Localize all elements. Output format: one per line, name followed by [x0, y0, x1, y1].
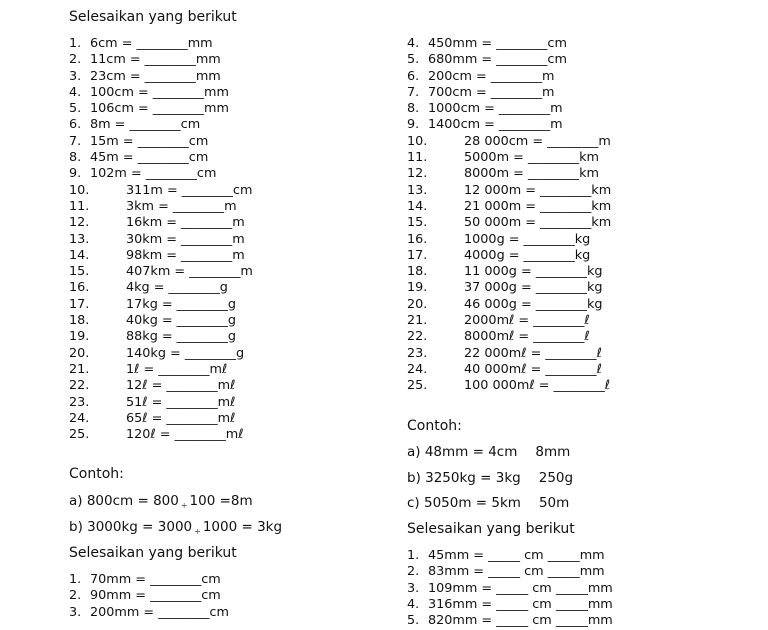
- item-number: 17.: [69, 296, 90, 312]
- exercise-item: [407, 313, 611, 329]
- item-question: 70mm = ________cm: [90, 572, 221, 587]
- exercise-item: [407, 134, 611, 150]
- item-question: 37 000g = ________kg: [464, 280, 603, 296]
- item-question: 3km = ________m: [126, 198, 237, 214]
- exercise-item: [407, 613, 613, 629]
- exercise-item: [69, 280, 253, 296]
- exercise-item: [69, 313, 253, 329]
- exercise-item: [407, 264, 611, 280]
- item-question: 40 000mℓ = ________ℓ: [464, 361, 602, 377]
- example-a: [69, 493, 253, 510]
- item-number: 2.: [407, 564, 420, 580]
- item-question: 28 000cm = ________m: [464, 133, 611, 149]
- item-question: 46 000g = ________kg: [464, 296, 603, 312]
- item-question: 2000mℓ = ________ℓ: [464, 313, 590, 329]
- item-question: 83mm = _____ cm _____mm: [428, 564, 605, 580]
- item-question: 6cm = ________mm: [90, 36, 213, 51]
- exercise-item: [69, 395, 253, 411]
- item-number: 5.: [69, 101, 82, 117]
- item-number: 10.: [69, 182, 90, 198]
- item-number: 3.: [407, 580, 420, 596]
- item-number: 4.: [69, 84, 82, 100]
- item-number: 8.: [69, 150, 82, 166]
- item-question: 311m = ________cm: [126, 182, 253, 198]
- item-number: 6.: [69, 117, 82, 133]
- item-number: 11.: [69, 198, 90, 214]
- exercise-item: [69, 346, 253, 362]
- exercise-item: [407, 597, 613, 613]
- divide-sign: ÷: [180, 501, 188, 510]
- exercise-item: [69, 117, 253, 133]
- item-number: 14.: [69, 247, 90, 263]
- item-number: 20.: [407, 296, 428, 312]
- item-question: 65ℓ = ________mℓ: [126, 410, 236, 426]
- exercise-item: [407, 150, 611, 166]
- item-number: 22.: [69, 378, 90, 394]
- example-b-rhs: 1000 = 3kg: [202, 519, 283, 535]
- item-question: 140kg = ________g: [126, 345, 245, 361]
- item-question: 8000m = ________km: [464, 166, 599, 182]
- item-question: 11cm = ________mm: [90, 52, 221, 68]
- item-number: 3.: [69, 68, 82, 84]
- item-number: 14.: [407, 198, 428, 214]
- exercise-item: [407, 581, 613, 597]
- exercise-item: [69, 215, 253, 231]
- exercise-item: [69, 297, 253, 313]
- exercise-item: [69, 199, 253, 215]
- item-question: 90mm = ________cm: [90, 588, 221, 604]
- exercise-item: [407, 346, 611, 362]
- item-number: 7.: [69, 133, 82, 149]
- item-number: 5.: [407, 613, 420, 629]
- item-question: 12ℓ = ________mℓ: [126, 378, 236, 394]
- exercise-item: [407, 117, 611, 133]
- item-question: 22 000mℓ = ________ℓ: [464, 345, 602, 361]
- exercise-item: [69, 264, 253, 280]
- item-number: 3.: [69, 604, 82, 620]
- item-question: 4kg = ________g: [126, 280, 228, 296]
- exercise-list-metric-conversion: [69, 36, 253, 443]
- exercise-item: [407, 85, 611, 101]
- item-number: 9.: [69, 166, 82, 182]
- example-b: [69, 519, 282, 536]
- item-question: 1400cm = ________m: [428, 117, 563, 133]
- example-a-rhs: 100 =8m: [189, 493, 253, 509]
- example-c-tail: 50m: [538, 495, 570, 511]
- exercise-item: [69, 183, 253, 199]
- exercise-item: [407, 329, 611, 345]
- exercise-item: [69, 378, 253, 394]
- item-question: 200cm = ________m: [428, 68, 555, 84]
- item-number: 2.: [69, 588, 82, 604]
- example-a-lhs: a) 800cm = 800: [69, 493, 179, 509]
- exercise-item: [69, 85, 253, 101]
- item-question: 820mm = _____ cm _____mm: [428, 613, 613, 629]
- item-number: 21.: [69, 361, 90, 377]
- item-question: 45mm = _____ cm _____mm: [428, 548, 605, 563]
- item-number: 20.: [69, 345, 90, 361]
- exercise-item: [407, 297, 611, 313]
- item-number: 19.: [407, 280, 428, 296]
- item-number: 10.: [407, 133, 428, 149]
- exercise-item: [69, 329, 253, 345]
- item-question: 316mm = _____ cm _____mm: [428, 596, 613, 612]
- exercise-item: [407, 215, 611, 231]
- example-b: [407, 470, 573, 486]
- item-number: 22.: [407, 329, 428, 345]
- item-question: 15m = ________cm: [90, 133, 209, 149]
- item-number: 23.: [407, 345, 428, 361]
- exercise-list-metric-conversion-continued: [407, 36, 611, 395]
- item-number: 2.: [69, 52, 82, 68]
- divide-sign: ÷: [194, 527, 201, 536]
- item-number: 11.: [407, 150, 428, 166]
- item-question: 1000cm = ________m: [428, 101, 563, 117]
- item-question: 98km = ________m: [126, 247, 245, 263]
- example-a-text: a) 48mm = 4cm: [407, 444, 518, 460]
- item-question: 450mm = ________cm: [428, 36, 567, 51]
- exercise-list-mm-to-cm: [69, 572, 229, 621]
- item-number: 9.: [407, 117, 420, 133]
- exercise-item: [407, 166, 611, 182]
- exercise-item: [69, 411, 253, 427]
- exercise-item: [69, 36, 253, 52]
- item-number: 1.: [407, 548, 420, 563]
- exercise-item: [69, 572, 229, 588]
- item-question: 21 000m = ________km: [464, 198, 612, 214]
- example-b-text: b) 3250kg = 3kg: [407, 470, 521, 486]
- item-question: 8m = ________cm: [90, 117, 201, 133]
- item-question: 109mm = _____ cm _____mm: [428, 580, 613, 596]
- item-number: 25.: [407, 378, 428, 394]
- item-number: 1.: [69, 572, 82, 587]
- exercise-item: [407, 362, 611, 378]
- item-number: 21.: [407, 313, 428, 329]
- exercise-item: [69, 150, 253, 166]
- item-number: 16.: [407, 231, 428, 247]
- item-question: 11 000g = ________kg: [464, 264, 603, 280]
- example-heading: Contoh:: [407, 418, 462, 434]
- item-question: 680mm = ________cm: [428, 52, 567, 68]
- item-question: 4000g = ________kg: [464, 247, 591, 263]
- item-number: 15.: [69, 264, 90, 280]
- exercise-item: [69, 166, 253, 182]
- section-heading-2: Selesaikan yang berikut: [407, 521, 575, 537]
- exercise-item: [69, 248, 253, 264]
- item-question: 50 000m = ________km: [464, 215, 612, 231]
- item-number: 16.: [69, 280, 90, 296]
- item-question: 200mm = ________cm: [90, 604, 229, 620]
- exercise-item: [407, 199, 611, 215]
- exercise-item: [407, 52, 611, 68]
- item-number: 18.: [69, 313, 90, 329]
- item-number: 17.: [407, 247, 428, 263]
- exercise-item: [69, 588, 229, 604]
- item-question: 100 000mℓ = ________ℓ: [464, 378, 611, 394]
- exercise-item: [69, 232, 253, 248]
- item-number: 5.: [407, 52, 420, 68]
- item-number: 25.: [69, 427, 90, 443]
- item-question: 102m = ________cm: [90, 166, 217, 182]
- exercise-item: [69, 101, 253, 117]
- item-number: 15.: [407, 215, 428, 231]
- item-number: 13.: [69, 231, 90, 247]
- exercise-item: [407, 378, 611, 394]
- item-number: 4.: [407, 36, 420, 51]
- item-question: 8000mℓ = ________ℓ: [464, 329, 590, 345]
- example-a: [407, 444, 570, 460]
- item-number: 13.: [407, 182, 428, 198]
- item-question: 5000m = ________km: [464, 150, 599, 166]
- example-heading: Contoh:: [69, 466, 124, 482]
- item-question: 12 000m = ________km: [464, 182, 612, 198]
- example-c: [407, 495, 569, 511]
- section-heading: Selesaikan yang berikut: [69, 9, 237, 25]
- item-number: 4.: [407, 596, 420, 612]
- item-question: 1000g = ________kg: [464, 231, 591, 247]
- section-heading-2: Selesaikan yang berikut: [69, 545, 237, 561]
- exercise-list-mm-to-cm-and-mm: [407, 548, 613, 629]
- example-b-lhs: b) 3000kg = 3000: [69, 519, 193, 535]
- item-question: 407km = ________m: [126, 264, 253, 280]
- item-question: 16km = ________m: [126, 215, 245, 231]
- exercise-item: [407, 564, 613, 580]
- item-question: 88kg = ________g: [126, 329, 236, 345]
- item-question: 700cm = ________m: [428, 84, 555, 100]
- item-question: 120ℓ = ________mℓ: [126, 427, 244, 443]
- exercise-item: [69, 69, 253, 85]
- exercise-item: [407, 101, 611, 117]
- exercise-item: [407, 36, 611, 52]
- exercise-item: [407, 280, 611, 296]
- item-number: 18.: [407, 264, 428, 280]
- item-number: 12.: [69, 215, 90, 231]
- exercise-item: [407, 232, 611, 248]
- item-question: 51ℓ = ________mℓ: [126, 394, 236, 410]
- item-question: 106cm = ________mm: [90, 101, 229, 117]
- item-question: 23cm = ________mm: [90, 68, 221, 84]
- exercise-item: [69, 134, 253, 150]
- item-number: 6.: [407, 68, 420, 84]
- item-question: 30km = ________m: [126, 231, 245, 247]
- item-question: 40kg = ________g: [126, 313, 236, 329]
- exercise-item: [69, 52, 253, 68]
- item-number: 7.: [407, 84, 420, 100]
- item-number: 23.: [69, 394, 90, 410]
- item-number: 24.: [69, 410, 90, 426]
- item-number: 24.: [407, 361, 428, 377]
- item-question: 100cm = ________mm: [90, 84, 229, 100]
- example-c-text: c) 5050m = 5km: [407, 495, 521, 511]
- item-number: 1.: [69, 36, 82, 51]
- example-b-tail: 250g: [538, 470, 574, 486]
- item-number: 8.: [407, 101, 420, 117]
- exercise-item: [407, 248, 611, 264]
- exercise-item: [69, 427, 253, 443]
- item-question: 1ℓ = ________mℓ: [126, 361, 228, 377]
- exercise-item: [69, 605, 229, 621]
- item-question: 45m = ________cm: [90, 150, 209, 166]
- exercise-item: [407, 548, 613, 564]
- exercise-item: [69, 362, 253, 378]
- item-question: 17kg = ________g: [126, 296, 236, 312]
- example-a-tail: 8mm: [535, 444, 571, 460]
- exercise-item: [407, 69, 611, 85]
- exercise-item: [407, 183, 611, 199]
- item-number: 12.: [407, 166, 428, 182]
- item-number: 19.: [69, 329, 90, 345]
